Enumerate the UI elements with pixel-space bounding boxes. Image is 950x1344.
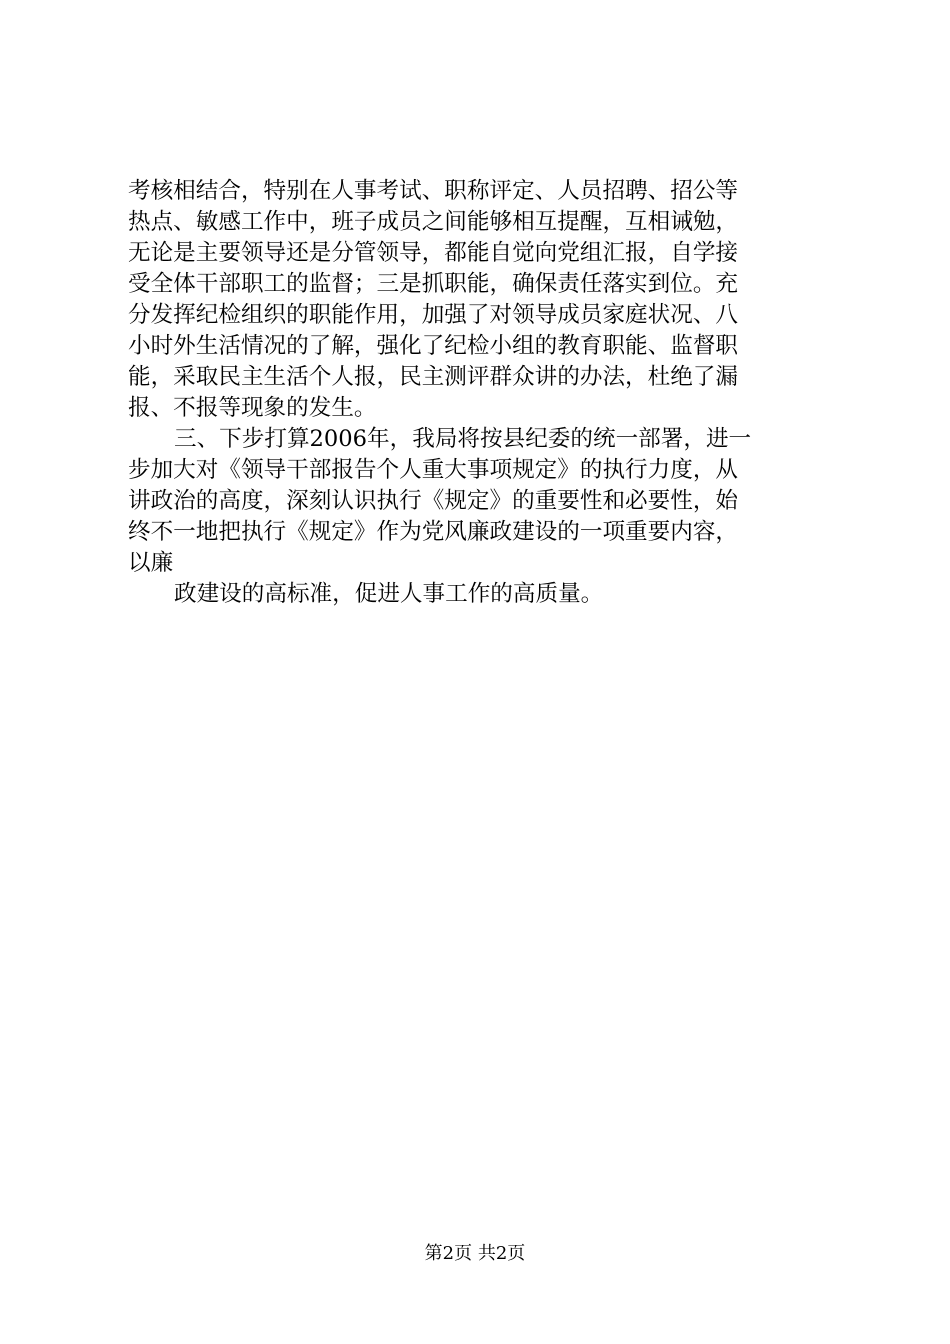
text-line: 讲政治的高度，深刻认识执行《规定》的重要性和必要性，始 xyxy=(128,488,739,514)
text-line: 报、不报等现象的发生。 xyxy=(128,395,377,421)
paragraph-start-line: 三、下步打算2006年，我局将按县纪委的统一部署，进一 xyxy=(174,426,752,452)
text-line: 以廉 xyxy=(128,550,174,576)
text-line: 终不一地把执行《规定》作为党风廉政建设的一项重要内容， xyxy=(128,519,739,545)
text-line: 无论是主要领导还是分管领导，都能自觉向党组汇报，自学接 xyxy=(128,240,739,266)
page-footer: 第2页 共2页 xyxy=(424,1243,526,1264)
text-line: 热点、敏感工作中，班子成员之间能够相互提醒，互相诫勉， xyxy=(128,209,739,235)
document-body xyxy=(128,176,828,610)
text-line: 受全体干部职工的监督；三是抓职能，确保责任落实到位。充 xyxy=(128,271,739,297)
paragraph-start-line: 政建设的高标准，促进人事工作的高质量。 xyxy=(174,581,604,607)
text-line: 考核相结合，特别在人事考试、职称评定、人员招聘、招公等 xyxy=(128,178,739,204)
text-line: 小时外生活情况的了解，强化了纪检小组的教育职能、监督职 xyxy=(128,333,739,359)
text-line: 分发挥纪检组织的职能作用，加强了对领导成员家庭状况、八 xyxy=(128,302,739,328)
text-line: 步加大对《领导干部报告个人重大事项规定》的执行力度，从 xyxy=(128,457,739,483)
text-line: 能，采取民主生活个人报，民主测评群众讲的办法，杜绝了漏 xyxy=(128,364,739,390)
